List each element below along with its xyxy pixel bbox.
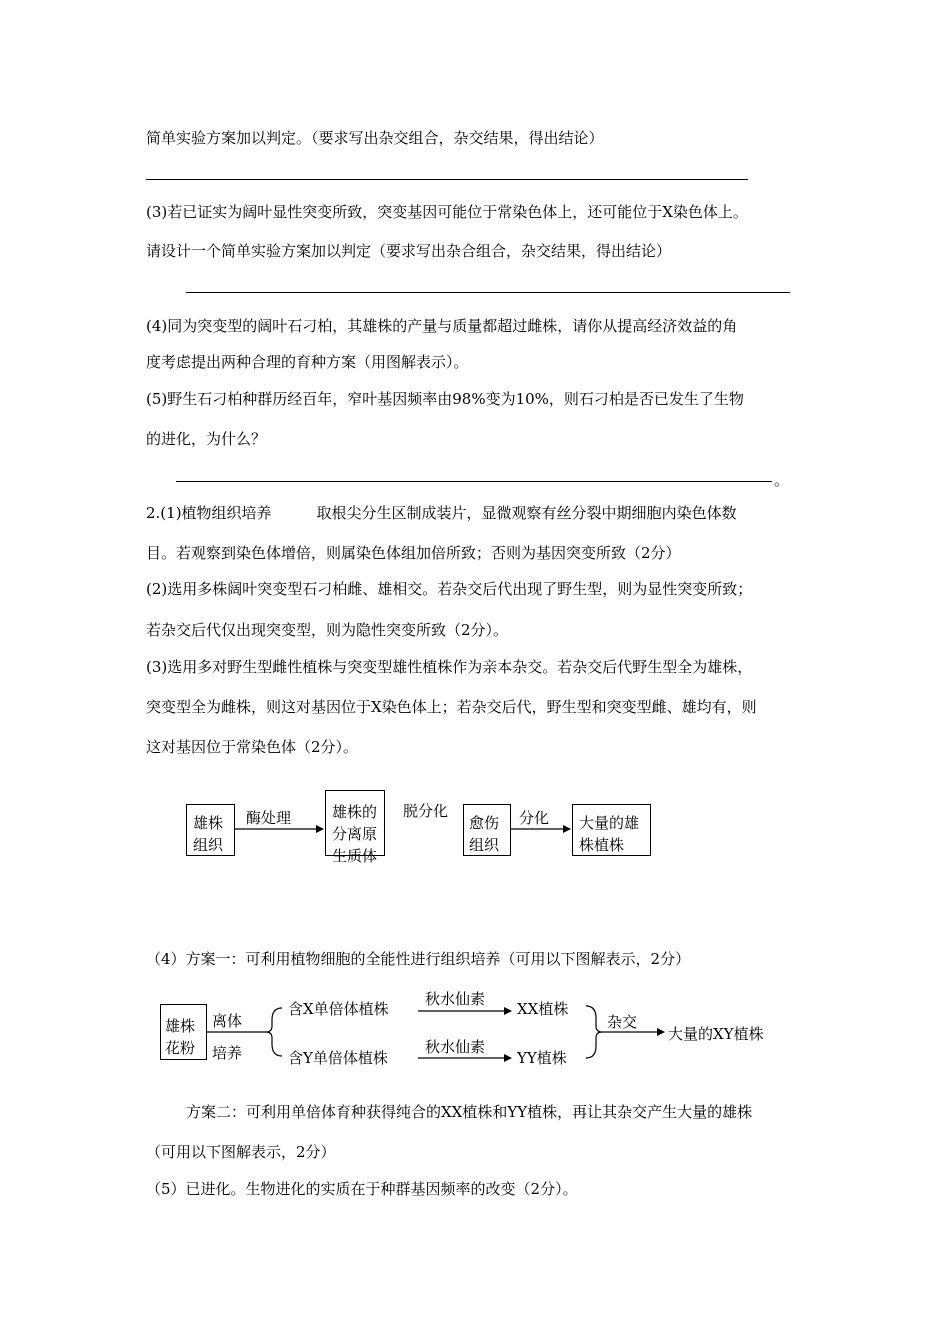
diagram1-label-differentiation: 分化: [519, 809, 550, 827]
answer-3-line3: 这对基因位于常染色体（2分）。: [146, 738, 359, 756]
diagram1-box-protoplast: 雄株的分离原生质体: [325, 790, 385, 856]
answer-5: （5）已进化。生物进化的实质在于种群基因频率的改变（2分）。: [146, 1180, 578, 1198]
question-3-line2: 请设计一个简单实验方案加以判定（要求写出杂合组合，杂交结果，得出结论）: [146, 242, 672, 260]
answer-1-line1: 2.(1)植物组织培养 取根尖分生区制成装片，显微观察有丝分裂中期细胞内染色体数: [146, 504, 737, 522]
answer-2-line2: 若杂交后代仅出现突变型，则为隐性突变所致（2分）。: [146, 621, 509, 639]
question-2-tail: 简单实验方案加以判定。（要求写出杂交组合，杂交结果，得出结论）: [146, 129, 604, 147]
question-3-line1: (3)若已证实为阔叶显性突变所致，突变基因可能位于常染色体上，还可能位于X染色体上。: [146, 203, 748, 221]
diagram2-y-haploid: 含Y单倍体植株: [288, 1049, 388, 1067]
question-4-line1: (4)同为突变型的阔叶石刁柏，其雄株的产量与质量都超过雌株，请你从提高经济效益的角: [146, 317, 738, 335]
answer-3-line2: 突变型全为雌株，则这对基因位于X染色体上；若杂交后代，野生型和突变型雌、雄均有，则: [146, 698, 757, 716]
answer-4-plan2-line2: （可用以下图解表示，2分）: [146, 1143, 336, 1161]
diagram1-box-callus: 愈伤组织: [463, 804, 511, 856]
question-5-line1: (5)野生石刁柏种群历经百年，窄叶基因频率由98%变为10%，则石刁柏是否已发生了生物: [146, 390, 744, 408]
diagram2-x-haploid: 含X单倍体植株: [288, 1000, 389, 1018]
question-5-line2: 的进化，为什么？: [146, 430, 267, 448]
diagram1-label-enzyme: 酶处理: [246, 809, 292, 827]
diagram1-label-dedifferentiation: 脱分化: [403, 802, 449, 820]
diagram2-box-pollen: 雄株花粉: [160, 1004, 207, 1060]
diagram2-yy-plant: YY植株: [517, 1049, 567, 1067]
question-5-end: 。: [774, 471, 790, 489]
diagram1-box-male-plants: 大量的雄株植株: [572, 804, 651, 856]
answer-4-plan2-line1: 方案二：可利用单倍体育种获得纯合的XX植株和YY植株，再让其杂交产生大量的雄株: [186, 1103, 753, 1121]
answer-3-line1: (3)选用多对野生型雌性植株与突变型雄性植株作为亲本杂交。若杂交后代野生型全为雄株，: [146, 658, 753, 676]
diagram2-colchicine-top: 秋水仙素: [425, 990, 486, 1008]
answer-2-line1: (2)选用多株阔叶突变型石刁柏雌、雄相交。若杂交后代出现了野生型，则为显性突变所致；: [146, 580, 753, 598]
diagram2-brace-left: [266, 1008, 282, 1056]
diagram2-label-culture: 培养: [212, 1044, 243, 1062]
diagram2-result: 大量的XY植株: [668, 1025, 764, 1043]
answer-1-line2: 目。若观察到染色体增倍，则属染色体组加倍所致；否则为基因突变所致（2分）: [146, 544, 681, 562]
diagram2-xx-plant: XX植株: [517, 1000, 569, 1018]
diagram2-label-cross: 杂交: [607, 1013, 638, 1031]
answer-4-plan1: （4）方案一：可利用植物细胞的全能性进行组织培养（可用以下图解表示，2分）: [146, 950, 691, 968]
diagram2-colchicine-bottom: 秋水仙素: [425, 1038, 486, 1056]
diagram2-label-isolated: 离体: [212, 1012, 243, 1030]
diagram1-box-male-tissue: 雄株组织: [186, 804, 235, 856]
diagram2-brace-right: [586, 1006, 602, 1058]
question-4-line2: 度考虑提出两种合理的育种方案（用图解表示）。: [146, 353, 469, 371]
